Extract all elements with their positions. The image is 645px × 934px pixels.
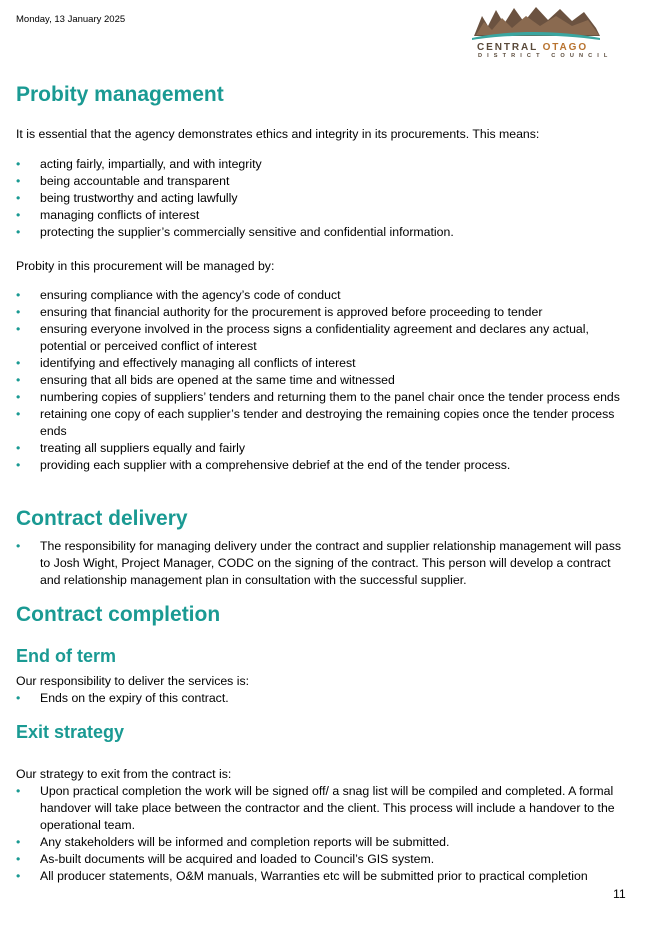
list-item: • ensuring that all bids are opened at the same time and witnessed [16,372,628,389]
list-item: • retaining one copy of each supplier’s tender and destroying the remaining copies once the tender process ends [16,406,628,440]
list-item: • managing conflicts of interest [16,207,628,224]
list-item: • As-built documents will be acquired and loaded to Council’s GIS system. [16,851,628,868]
end-of-term-intro: Our responsibility to deliver the services is: [16,674,250,688]
list-item: • ensuring everyone involved in the process signs a confidentiality agreement and declares any actual, potential or perceived conflict of interest [16,321,628,355]
delivery-list [16,538,628,589]
list-item: • Ends on the expiry of this contract. [16,690,628,707]
logo-tagline: DISTRICT COUNCIL [478,53,613,59]
probity-managed-list [16,287,628,474]
list-item: • treating all suppliers equally and fairly [16,440,628,457]
list-item: • ensuring that financial authority for the procurement is approved before proceeding to tender [16,304,628,321]
list-item: • Upon practical completion the work will be signed off/ a snag list will be compiled and completed. A formal handover will take place between the contractor and the client. This process will include a handover to the operational team. [16,783,628,834]
page-number: 11 [613,887,626,901]
list-item: • numbering copies of suppliers’ tenders and returning them to the panel chair once the tender process ends [16,389,628,406]
heading-contract-completion: Contract completion [16,603,221,626]
heading-probity-management: Probity management [16,83,224,106]
list-item: • protecting the supplier’s commercially sensitive and confidential information. [16,224,628,241]
heading-contract-delivery: Contract delivery [16,507,188,530]
exit-strategy-intro: Our strategy to exit from the contract is: [16,767,232,781]
list-item: • Any stakeholders will be informed and completion reports will be submitted. [16,834,628,851]
exit-strategy-list [16,783,628,885]
probity-means-list [16,156,628,241]
list-item: • providing each supplier with a comprehensive debrief at the end of the tender process. [16,457,628,474]
list-item: • acting fairly, impartially, and with integrity [16,156,628,173]
heading-end-of-term: End of term [16,646,117,666]
heading-exit-strategy: Exit strategy [16,722,125,742]
list-item: • All producer statements, O&M manuals, Warranties etc will be submitted prior to practical completion [16,868,628,885]
list-item: • ensuring compliance with the agency’s code of conduct [16,287,628,304]
probity-intro: It is essential that the agency demonstrates ethics and integrity in its procurements. This means: [16,127,540,141]
logo-wordmark: CENTRAL OTAGO [477,42,589,53]
list-item: • being trustworthy and acting lawfully [16,190,628,207]
list-item: • being accountable and transparent [16,173,628,190]
list-item: • identifying and effectively managing all conflicts of interest [16,355,628,372]
probity-managed-intro: Probity in this procurement will be managed by: [16,259,275,273]
page-date: Monday, 13 January 2025 [16,14,126,25]
end-of-term-list [16,690,628,707]
list-item: • The responsibility for managing delivery under the contract and supplier relationship management will pass to Josh Wight, Project Manager, CODC on the signing of the contract. This person will develop a contract and relationship management plan in consultation with the successful supplier. [16,538,628,589]
